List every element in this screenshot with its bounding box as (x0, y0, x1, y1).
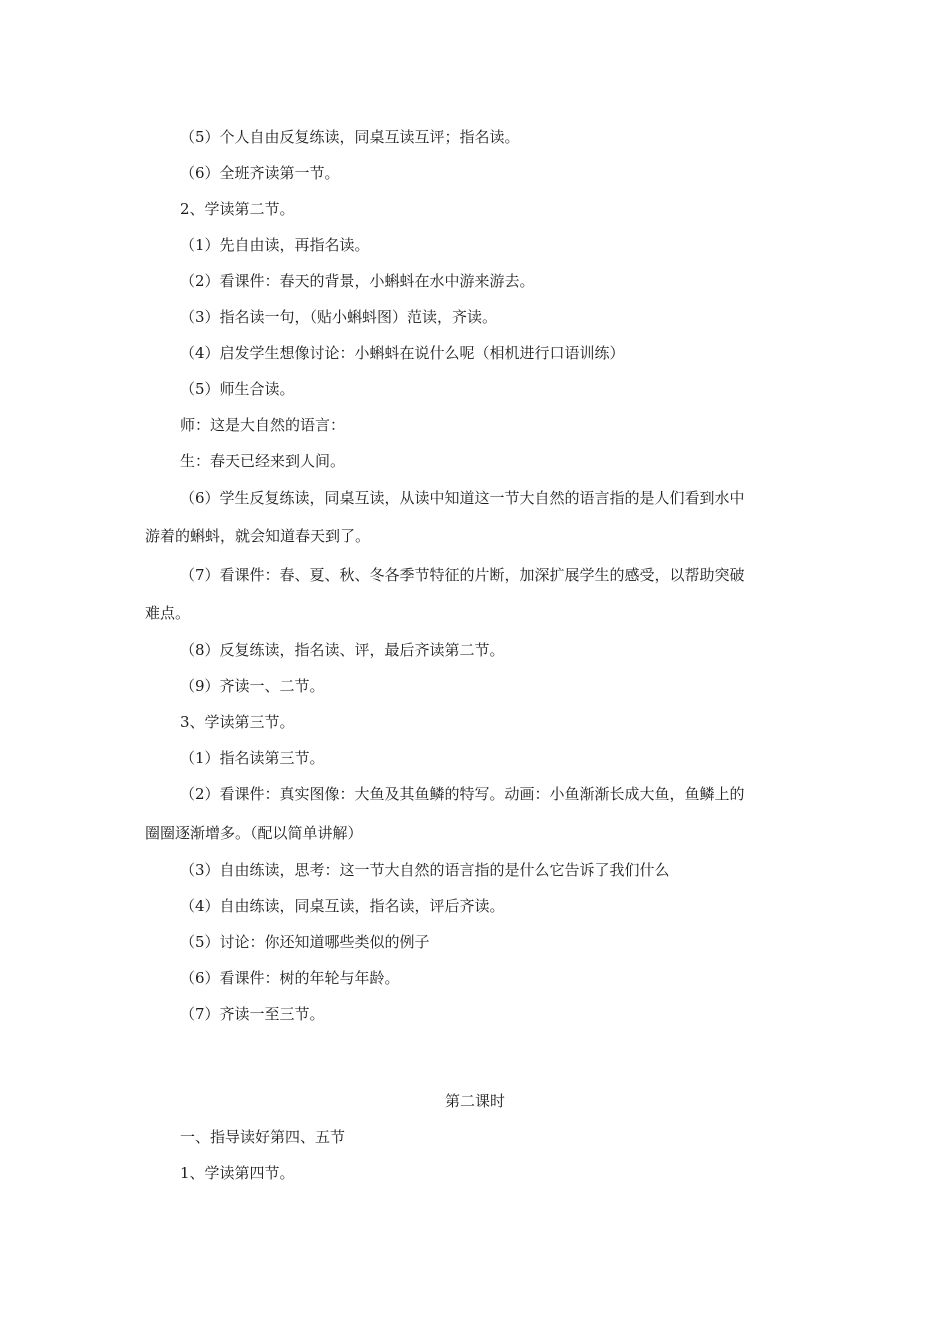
paragraph-line: （2）看课件：真实图像：大鱼及其鱼鳞的特写。动画：小鱼渐渐长成大鱼，鱼鳞上的 (180, 785, 745, 803)
paragraph-line-continuation: 难点。 (145, 604, 191, 622)
paragraph-line: 1、学读第四节。 (180, 1164, 295, 1182)
paragraph-line: （3）自由练读，思考：这一节大自然的语言指的是什么它告诉了我们什么 (180, 861, 670, 879)
paragraph-line: （4）自由练读，同桌互读，指名读，评后齐读。 (180, 897, 505, 915)
paragraph-line: 师：这是大自然的语言： (180, 416, 346, 434)
paragraph-line: （4）启发学生想像讨论：小蝌蚪在说什么呢（相机进行口语训练） (180, 344, 625, 362)
paragraph-line: （5）师生合读。 (180, 380, 295, 398)
paragraph-line: （6）看课件：树的年轮与年龄。 (180, 969, 400, 987)
paragraph-line: （1）指名读第三节。 (180, 749, 325, 767)
paragraph-line: （7）齐读一至三节。 (180, 1005, 325, 1023)
paragraph-line: （6）学生反复练读，同桌互读，从读中知道这一节大自然的语言指的是人们看到水中 (180, 489, 745, 507)
paragraph-line: （7）看课件：春、夏、秋、冬各季节特征的片断，加深扩展学生的感受，以帮助突破 (180, 566, 745, 584)
paragraph-line-continuation: 游着的蝌蚪，就会知道春天到了。 (145, 527, 371, 545)
paragraph-line: （2）看课件：春天的背景，小蝌蚪在水中游来游去。 (180, 272, 535, 290)
section-heading: 一、指导读好第四、五节 (180, 1128, 346, 1146)
paragraph-line: （5）个人自由反复练读，同桌互读互评；指名读。 (180, 128, 520, 146)
paragraph-line: 3、学读第三节。 (180, 713, 295, 731)
paragraph-line: 生：春天已经来到人间。 (180, 452, 346, 470)
paragraph-line-continuation: 圈圈逐渐增多。（配以简单讲解） (145, 824, 363, 842)
paragraph-line: （5）讨论：你还知道哪些类似的例子 (180, 933, 430, 951)
paragraph-line: 2、学读第二节。 (180, 200, 295, 218)
paragraph-line: （3）指名读一句，（贴小蝌蚪图）范读，齐读。 (180, 308, 498, 326)
paragraph-line: （6）全班齐读第一节。 (180, 164, 340, 182)
paragraph-line: （1）先自由读，再指名读。 (180, 236, 370, 254)
section-title: 第二课时 (444, 1092, 505, 1110)
paragraph-line: （9）齐读一、二节。 (180, 677, 325, 695)
paragraph-line: （8）反复练读，指名读、评，最后齐读第二节。 (180, 641, 505, 659)
